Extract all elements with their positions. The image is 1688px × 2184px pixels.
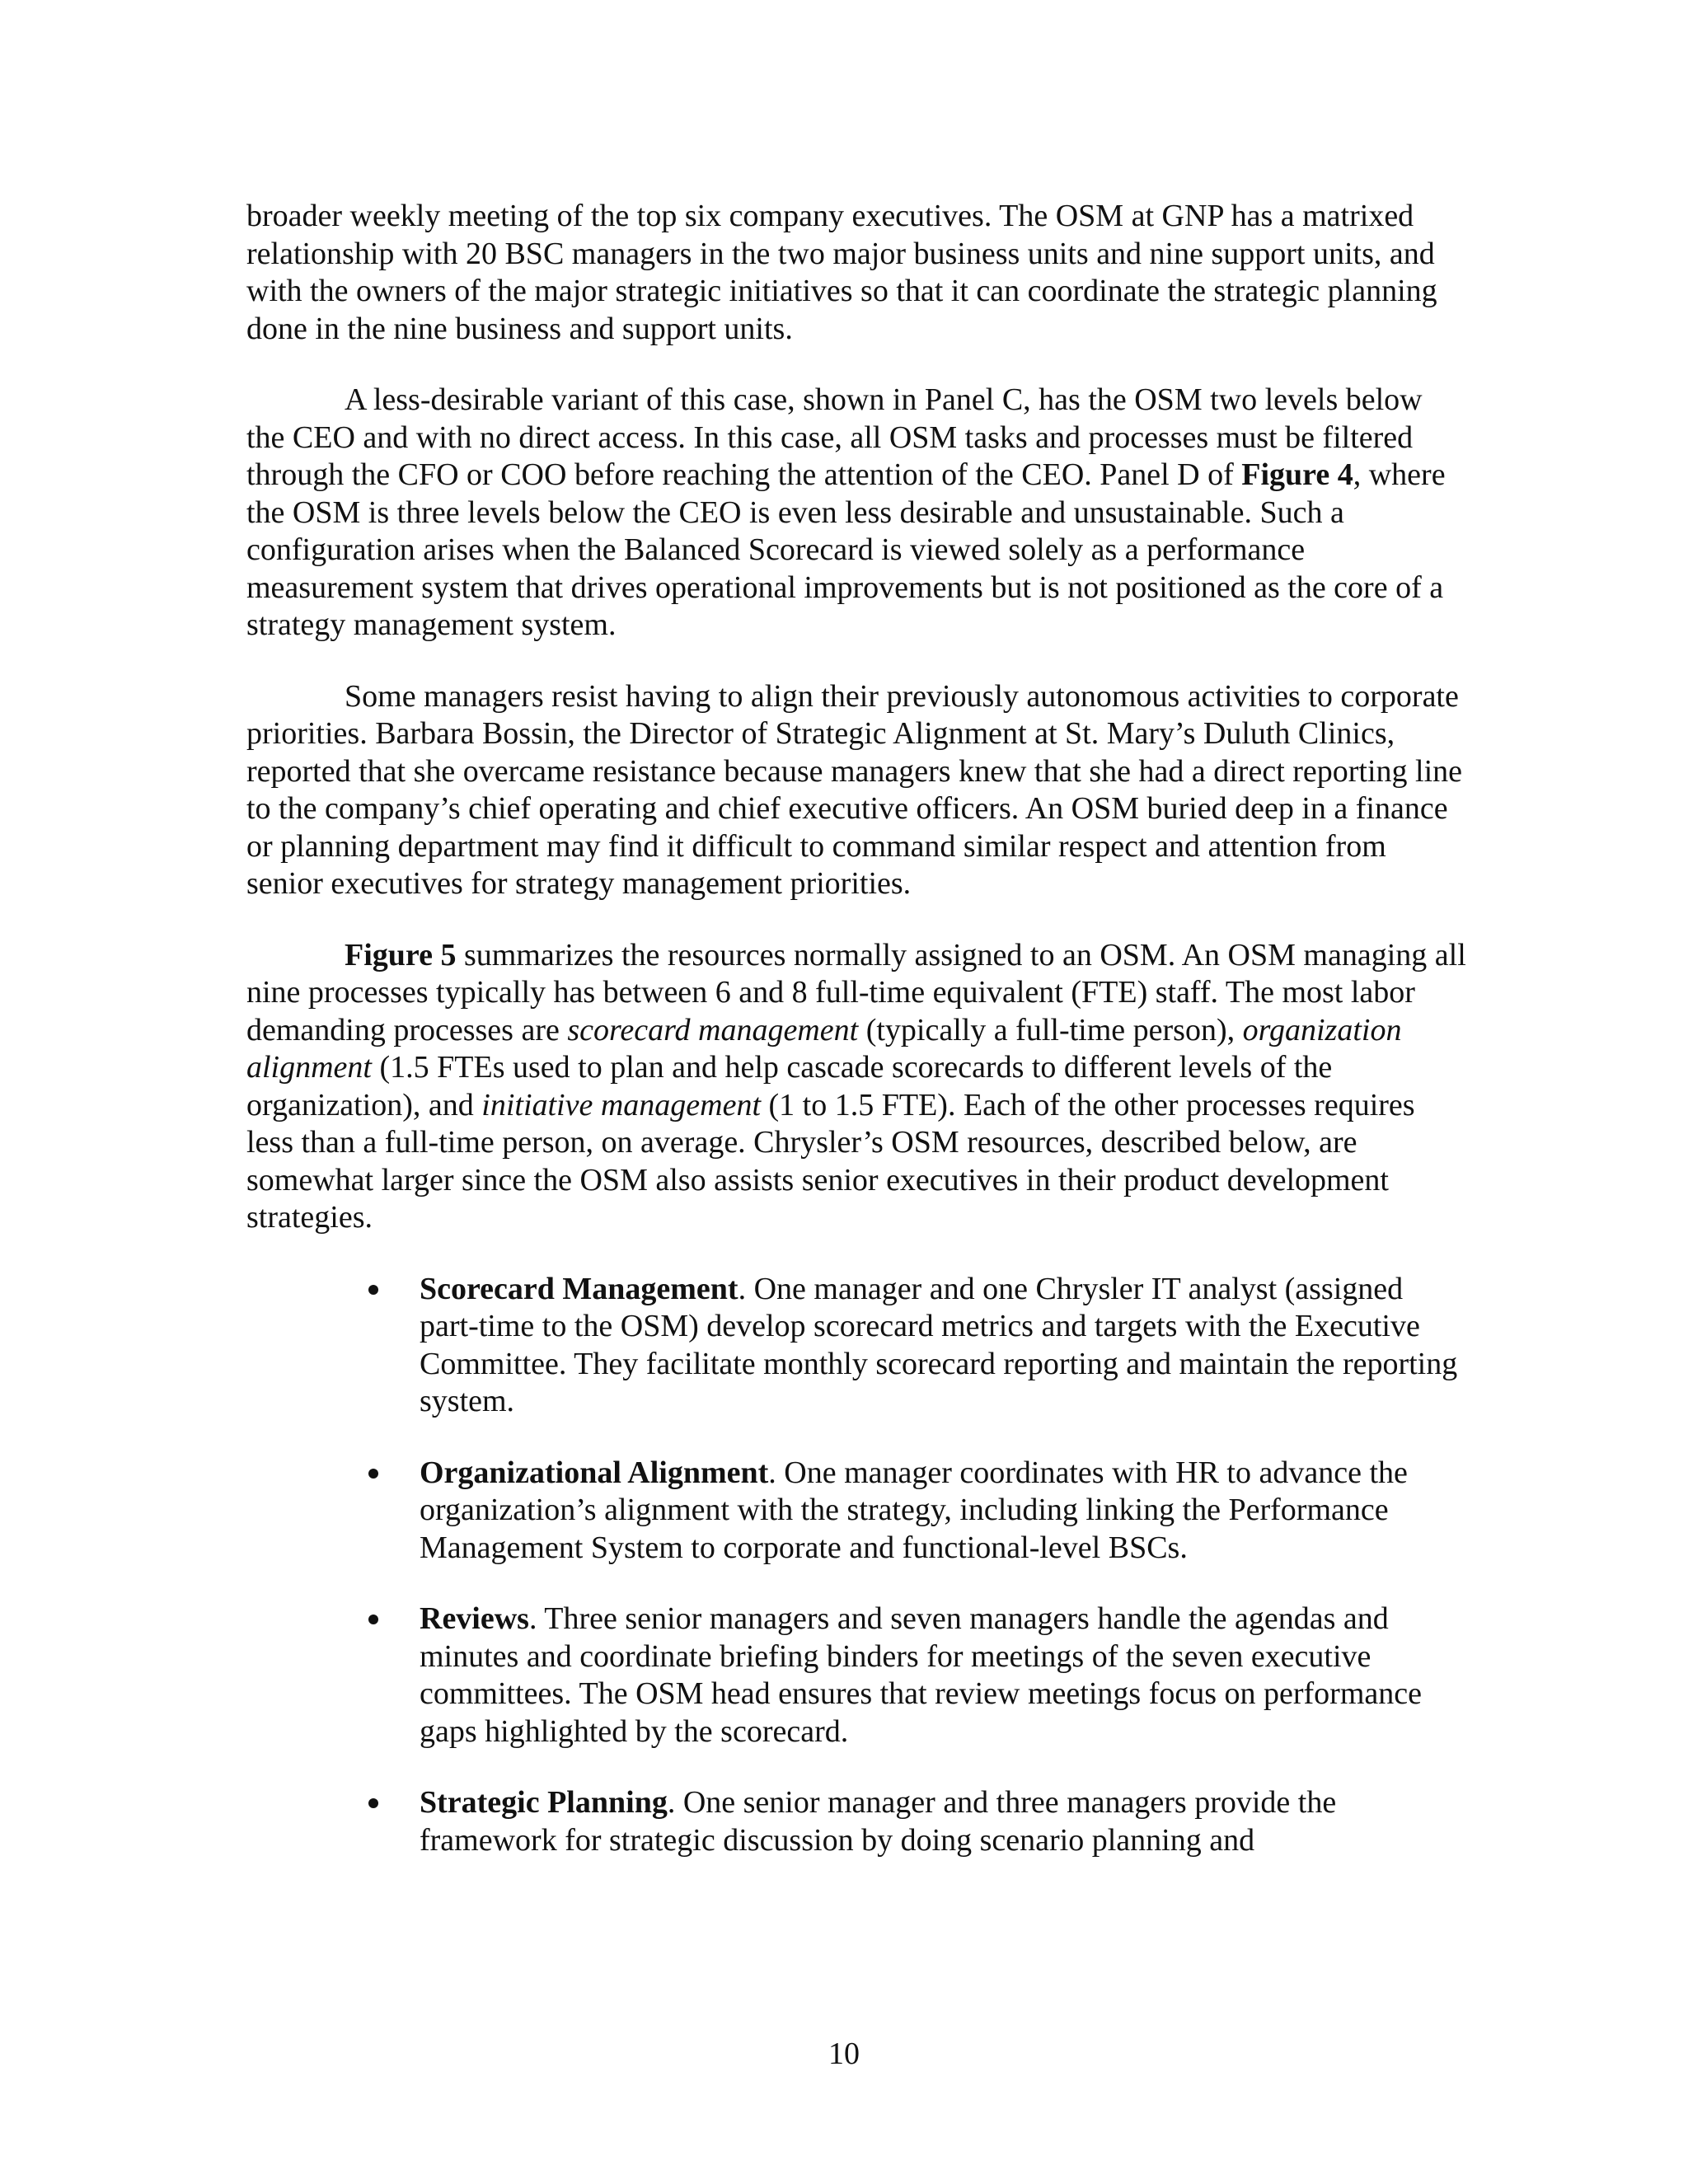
list-item-strategic-planning [246,1784,1466,1859]
paragraph-2-text-b: , where the OSM is three levels below the CEO is even less desirable and unsustainable. Such a configuration arises when the Balanced Scorecard is viewed solely as a performance measurement system that drives operational improvements but is not positioned as the core of a strategy management system. [246,457,1446,642]
bullet-icon [368,1469,378,1479]
list-item-title: Organizational Alignment [420,1455,769,1490]
paragraph-1: broader weekly meeting of the top six company executives. The OSM at GNP has a matrixed relationship with 20 BSC managers in the two major business units and nine support units, and with the owners of the major strategic initiatives so that it can coordinate the strategic planning done in the nine business and support units. [246,199,1437,346]
list-item-text: . Three senior managers and seven managers handle the agendas and minutes and coordinate briefing binders for meetings of the seven executive committees. The OSM head ensures that review meetings focus on performance gaps highlighted by the scorecard. [420,1601,1422,1749]
list-item-scorecard-management [246,1271,1466,1421]
paragraph-2 [246,382,1466,644]
bullet-icon [368,1285,378,1295]
list-item-text: . One senior manager and three managers provide the framework for strategic discussion by doing scenario planning and [420,1785,1337,1858]
list-item-text: . One manager coordinates with HR to advance the organization’s alignment with the strategy, including linking the Performance Management System to corporate and functional-level BSCs. [420,1455,1408,1565]
scorecard-management-term: scorecard management [567,1012,859,1047]
paragraph-2-text-a: A less-desirable variant of this case, shown in Panel C, has the OSM two levels below the CEO and with no direct access. In this case, all OSM tasks and processes must be filtered through the CFO or COO before reaching the attention of the CEO. Panel D of [246,382,1423,492]
initiative-management-term: initiative management [481,1087,762,1122]
osm-resources-list [246,1271,1466,1860]
paragraph-4-text-d: (1 to 1.5 FTE). Each of the other processes requires less than a full-time person, on average. Chrysler’s OSM resources, described below, are somewhat larger since the OSM also assists senior executives in their product development strategies. [246,1087,1415,1235]
list-item-title: Scorecard Management [420,1271,738,1306]
paragraph-4 [246,937,1466,1237]
body-text [246,198,1466,1893]
figure-4-reference: Figure 4 [1241,457,1353,492]
list-item-title: Reviews [420,1601,529,1636]
paragraph-3: Some managers resist having to align their previously autonomous activities to corporate priorities. Barbara Bossin, the Director of Strategic Alignment at St. Mary’s Duluth Clinics, reported that she overcame resistance because managers knew that she had a direct reporting line to the company’s chief operating and chief executive officers. An OSM buried deep in a finance or planning department may find it difficult to command similar respect and attention from senior executives for strategy management priorities. [246,678,1463,901]
list-item-organizational-alignment [246,1455,1466,1568]
page-number: 10 [828,2036,860,2071]
figure-5-reference: Figure 5 [345,937,457,972]
organization-alignment-term: organization alignment [246,1012,1402,1085]
paragraph-4-text-a: summarizes the resources normally assigned to an OSM. An OSM managing all nine processes typically has between 6 and 8 full-time equivalent (FTE) staff. The most labor demanding processes are [246,937,1466,1047]
bullet-icon [368,1798,378,1808]
list-item-reviews [246,1601,1466,1750]
paragraph-4-text-b: (typically a full-time person), [858,1012,1243,1047]
bullet-icon [368,1615,378,1624]
list-item-title: Strategic Planning [420,1785,668,1820]
paragraph-4-text-c: (1.5 FTEs used to plan and help cascade scorecards to different levels of the organization), and [246,1050,1333,1122]
list-item-text: . One manager and one Chrysler IT analyst (assigned part-time to the OSM) develop scorecard metrics and targets with the Executive Committee. They facilitate monthly scorecard reporting and maintain the reporting system. [420,1271,1458,1418]
